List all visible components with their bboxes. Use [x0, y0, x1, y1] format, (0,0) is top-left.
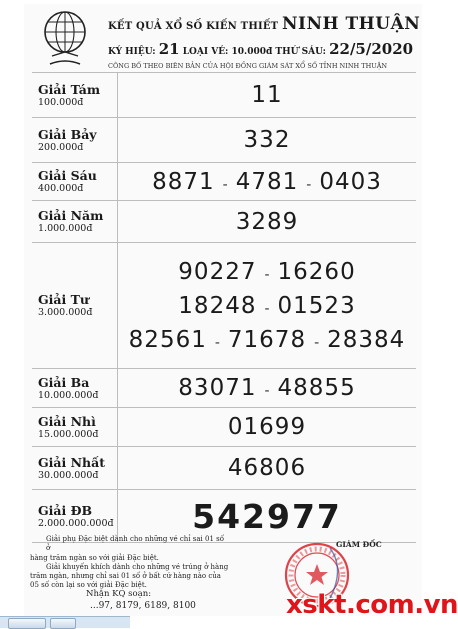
winning-number: 0403: [319, 168, 382, 195]
prize-row: [32, 200, 416, 242]
day-label: THỨ SÁU:: [275, 47, 326, 57]
winning-number: 46806: [227, 455, 307, 481]
header-title-prefix: KẾT QUẢ XỔ SỐ KIẾN THIẾT: [108, 21, 279, 32]
winning-number: 18248: [178, 292, 257, 319]
prize-amount: 400.000đ: [38, 183, 84, 194]
number-separator: -: [264, 300, 270, 317]
sms-label: Nhận KQ soạn:: [86, 589, 152, 599]
number-separator: -: [306, 176, 312, 193]
winning-number: 4781: [235, 168, 299, 195]
prize-name: Giải Năm: [38, 208, 104, 223]
prize-name: Giải Bảy: [38, 126, 97, 142]
number-line: [178, 259, 355, 285]
prize-name: Giải Tám: [38, 81, 101, 97]
prize-label: [32, 118, 118, 162]
winning-number: 3289: [235, 208, 299, 235]
prize-label: [32, 163, 118, 200]
taskbar-button[interactable]: [8, 618, 46, 629]
prize-numbers: [118, 369, 416, 407]
number-separator: -: [214, 334, 220, 351]
number-line: [178, 375, 355, 401]
prize-label: [32, 447, 118, 489]
winning-number: 8871: [152, 168, 215, 195]
note-line: Giải khuyến khích dành cho những vé trúng ở hàng: [46, 562, 229, 571]
prize-numbers: [118, 163, 416, 200]
winning-number: 82561: [128, 326, 207, 353]
prize-numbers: [118, 243, 416, 368]
prize-row: [32, 446, 416, 489]
winning-number: 71678: [227, 326, 307, 353]
number-line: [192, 497, 342, 536]
winning-number: 90227: [178, 258, 257, 285]
ticket-type-label: LOẠI VÉ:: [182, 47, 229, 57]
prize-numbers: [118, 408, 416, 446]
globe-logo-icon: [34, 8, 96, 70]
prize-name: Giải Nhất: [38, 454, 106, 470]
winning-number: 01523: [277, 292, 356, 319]
serial-value: 21: [158, 40, 180, 58]
prize-numbers: [118, 118, 416, 162]
prize-label: [32, 201, 118, 242]
prize-row: [32, 368, 416, 407]
prize-numbers: [118, 201, 416, 242]
number-line: [251, 82, 282, 108]
director-title: GIÁM ĐỐC: [336, 540, 382, 549]
prize-label: [32, 73, 118, 117]
prize-name: Giải Ba: [38, 374, 90, 390]
prize-numbers: [118, 73, 416, 117]
note-line: trăm ngàn, nhưng chỉ sai 01 số ở bất cứ hàng nào của: [30, 572, 221, 581]
prize-amount: 1.000.000đ: [38, 223, 93, 234]
left-margin: [0, 0, 24, 616]
number-separator: -: [314, 334, 320, 351]
winning-number: 332: [243, 127, 291, 153]
site-watermark: xskt.com.vn: [286, 590, 458, 620]
number-separator: -: [264, 266, 270, 283]
note-line: 05 số còn lại so với giải Đặc biệt.: [30, 581, 147, 590]
serial-label: KÝ HIỆU:: [108, 47, 156, 57]
header-title: [108, 14, 420, 34]
footer-notes: [30, 535, 230, 591]
winning-number: 01699: [227, 414, 307, 440]
number-line: [244, 127, 291, 153]
note-line: Giải phụ Đặc biệt dành cho những vé chỉ sai 01 số ở: [46, 535, 225, 553]
draw-date: 22/5/2020: [329, 40, 414, 58]
prize-name: Giải Tư: [38, 292, 90, 307]
prize-name: Giải Nhì: [38, 413, 96, 429]
prize-amount: 100.000đ: [38, 96, 84, 108]
prize-row: [32, 407, 416, 446]
number-separator: -: [222, 176, 228, 193]
prize-row: [32, 162, 416, 200]
number-line: [228, 455, 306, 481]
number-line: [129, 327, 406, 353]
header-meta: [108, 40, 420, 58]
winning-number: 28384: [327, 326, 406, 353]
note-line: hàng trăm ngàn so với giải Đặc biệt.: [30, 553, 159, 562]
number-line: [228, 414, 306, 440]
prize-numbers: [118, 447, 416, 489]
winning-number: 48855: [277, 375, 356, 401]
prize-amount: 15.000.000đ: [38, 428, 99, 440]
prize-label: [32, 369, 118, 407]
header-subtitle: CÔNG BỐ THEO BIÊN BẢN CỦA HỘI ĐỒNG GIÁM SÁT XỔ SỐ TỈNH NINH THUẬN: [108, 62, 388, 70]
prize-amount: 200.000đ: [38, 141, 84, 153]
winning-number: 83071: [178, 375, 257, 401]
number-separator: -: [264, 383, 270, 399]
lottery-result-sheet: [24, 4, 458, 620]
prize-amount: 3.000.000đ: [38, 307, 93, 318]
prize-row: [32, 117, 416, 162]
prize-label: [32, 243, 118, 368]
sms-numbers: ...97, 8179, 6189, 8100: [90, 601, 196, 611]
province-name: NINH THUẬN: [282, 14, 421, 34]
prize-amount: 2.000.000.000đ: [38, 517, 114, 529]
number-line: [236, 209, 299, 235]
prize-row: [32, 242, 416, 368]
prize-label: [32, 408, 118, 446]
number-line: [152, 169, 382, 195]
ticket-type-value: 10.000đ: [231, 47, 273, 57]
prize-name: Giải ĐB: [38, 502, 93, 518]
prize-row: [32, 72, 416, 117]
winning-number: 16260: [277, 258, 356, 285]
winning-number: 11: [251, 82, 283, 108]
prize-name: Giải Sáu: [38, 168, 97, 183]
number-line: [178, 293, 355, 319]
winning-number: 542977: [192, 496, 342, 536]
prize-amount: 10.000.000đ: [38, 389, 99, 401]
taskbar-fragment: [0, 616, 130, 628]
taskbar-button[interactable]: [50, 618, 76, 629]
prize-amount: 30.000.000đ: [38, 469, 99, 481]
